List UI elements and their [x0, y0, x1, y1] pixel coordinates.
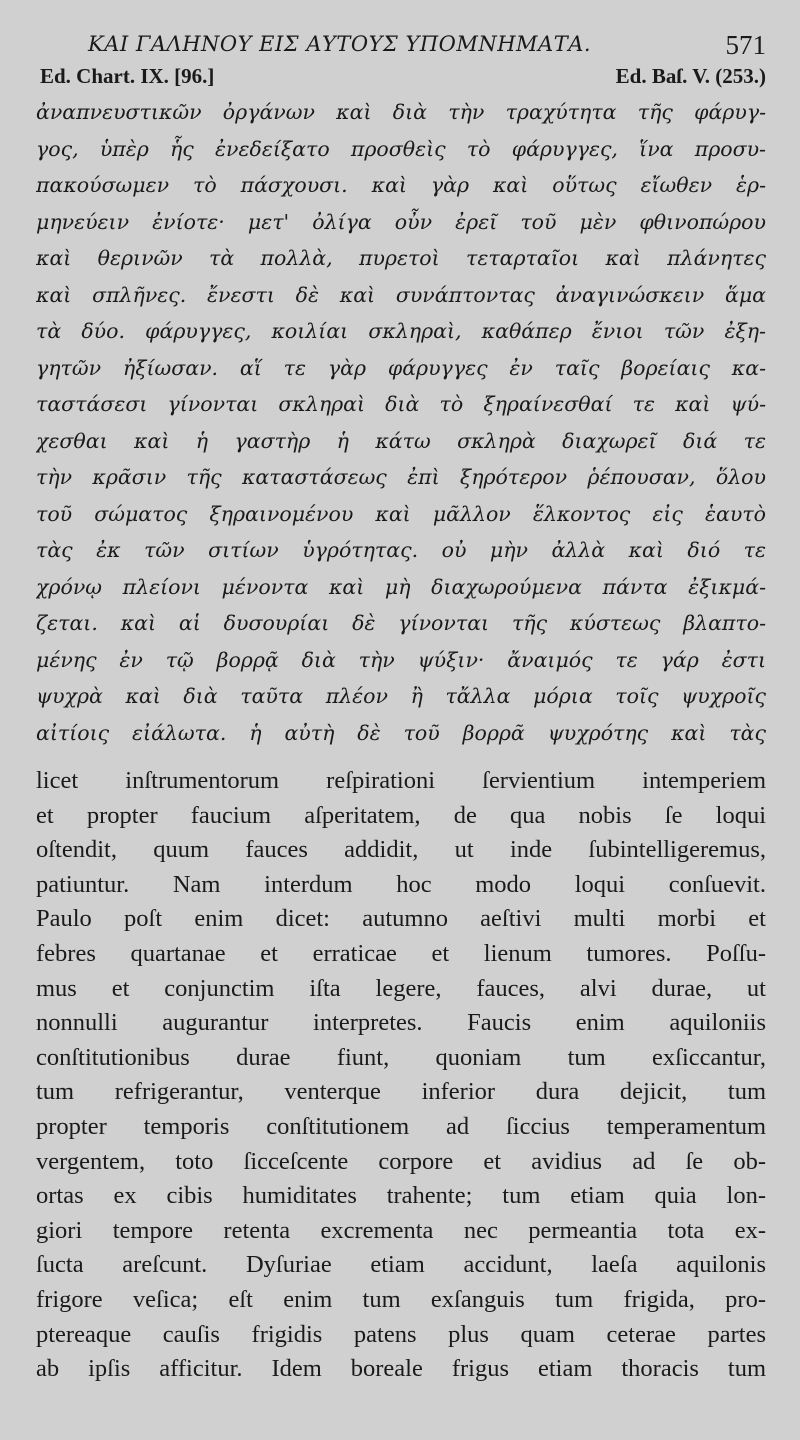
running-title: ΚΑΙ ΓΑΛΗΝΟΥ ΕΙΣ ΑΥΤΟΥΣ ΥΠΟΜΝΗΜΑΤΑ. [88, 32, 592, 56]
latin-line: ab ipſis afficitur. Idem boreale frigus etiam thoracis tum [36, 1355, 766, 1383]
edition-reference-line [36, 64, 766, 94]
latin-line: frigore veſica; eſt enim tum exſanguis tum frigida, pro- [36, 1285, 766, 1313]
greek-line: χεσθαι καὶ ἡ γαστὴρ ἡ κάτω σκληρὰ διαχωρεῖ διά τε [36, 428, 766, 453]
greek-line: τὴν κρᾶσιν τῆς καταστάσεως ἐπὶ ξηρότερον ῥέπουσαν, ὅλου [36, 465, 766, 489]
greek-line: τὰ δύο. φάρυγγες, κοιλίαι σκληραὶ, καθάπερ ἔνιοι τῶν ἐξη- [36, 319, 766, 343]
edition-basel-reference: Ed. Baſ. V. (253.) [615, 64, 766, 88]
edition-chartier-reference: Ed. Chart. IX. [96.] [40, 64, 215, 88]
latin-line: nonnulli augurantur interpretes. Faucis enim aquiloniis [36, 1009, 766, 1037]
latin-line: mus et conjunctim iſta legere, fauces, alvi durae, ut [36, 974, 766, 1002]
latin-line: et propter faucium aſperitatem, de qua nobis ſe loqui [36, 801, 766, 829]
latin-line: ſucta areſcunt. Dyſuriae etiam accidunt, laeſa aquilonis [36, 1251, 766, 1279]
latin-line: ortas ex cibis humiditates trahente; tum etiam quia lon- [36, 1182, 766, 1210]
latin-line: giori tempore retenta excrementa nec permeantia tota ex- [36, 1216, 766, 1244]
latin-line: licet inſtrumentorum reſpirationi ſervientium intemperiem [36, 767, 766, 794]
greek-line: καὶ θερινῶν τὰ πολλὰ, πυρετοὶ τεταρταῖοι καὶ πλάνητες [36, 246, 766, 270]
greek-line: ταστάσεσι γίνονται σκληραὶ διὰ τὸ ξηραίνεσθαί τε καὶ ψύ- [36, 392, 766, 416]
page-number: 571 [725, 30, 766, 60]
latin-line: tum refrigerantur, venterque inferior dura dejicit, tum [36, 1078, 766, 1106]
greek-line: πακούσωμεν τὸ πάσχουσι. καὶ γὰρ καὶ οὕτως εἴωθεν ἑρ- [36, 173, 766, 197]
greek-line: γητῶν ἠξίωσαν. αἵ τε γὰρ φάρυγγες ἐν ταῖς βορείαις κα- [36, 355, 766, 380]
greek-line: χρόνῳ πλείονι μένοντα καὶ μὴ διαχωρούμενα πάντα ἐξικμά- [36, 574, 766, 599]
latin-line: Paulo poſt enim dicet: autumno aeſtivi multi morbi et [36, 905, 766, 933]
greek-line: μένης ἐν τῷ βορρᾷ διὰ τὴν ψύξιν· ἄναιμός τε γάρ ἐστι [36, 647, 766, 672]
greek-line: γος, ὑπὲρ ἧς ἐνεδείξατο προσθεὶς τὸ φάρυγγες, ἵνα προσυ- [36, 136, 766, 161]
latin-line: ptereaque cauſis frigidis patens plus quam ceterae partes [36, 1320, 766, 1348]
greek-line: ψυχρὰ καὶ διὰ ταῦτα πλέον ἢ τἄλλα μόρια τοῖς ψυχροῖς [36, 684, 766, 708]
greek-line: μηνεύειν ἐνίοτε· μετ' ὀλίγα οὖν ἐρεῖ τοῦ μὲν φθινοπώρου [36, 209, 766, 234]
greek-line: ἀναπνευστικῶν ὀργάνων καὶ διὰ τὴν τραχύτητα τῆς φάρυγ- [36, 100, 766, 124]
latin-line: conſtitutionibus durae fiunt, quoniam tum exſiccantur, [36, 1043, 766, 1071]
latin-line: febres quartanae et erraticae et lienum tumores. Poſſu- [36, 939, 766, 967]
greek-line: αἰτίοις εἰάλωτα. ἡ αὐτὴ δὲ τοῦ βορρᾶ ψυχρότης καὶ τὰς [36, 720, 766, 745]
latin-line: oſtendit, quum fauces addidit, ut inde ſubintelligeremus, [36, 836, 766, 864]
latin-text-block [36, 764, 766, 1387]
greek-line: καὶ σπλῆνες. ἔνεστι δὲ καὶ συνάπτοντας ἀναγινώσκειν ἅμα [36, 282, 766, 307]
greek-line: τοῦ σώματος ξηραινομένου καὶ μᾶλλον ἕλκοντος εἰς ἑαυτὸ [36, 501, 766, 526]
latin-line: vergentem, toto ſicceſcente corpore et avidius ad ſe ob- [36, 1147, 766, 1175]
latin-line: propter temporis conſtitutionem ad ſiccius temperamentum [36, 1112, 766, 1140]
running-head [36, 30, 766, 64]
latin-line: patiuntur. Nam interdum hoc modo loqui conſuevit. [36, 870, 766, 898]
greek-line: τὰς ἐκ τῶν σιτίων ὑγρότητας. οὐ μὴν ἀλλὰ καὶ διό τε [36, 538, 766, 562]
greek-text-block [36, 94, 766, 751]
greek-line: ζεται. καὶ αἱ δυσουρίαι δὲ γίνονται τῆς κύστεως βλαπτο- [36, 611, 766, 635]
